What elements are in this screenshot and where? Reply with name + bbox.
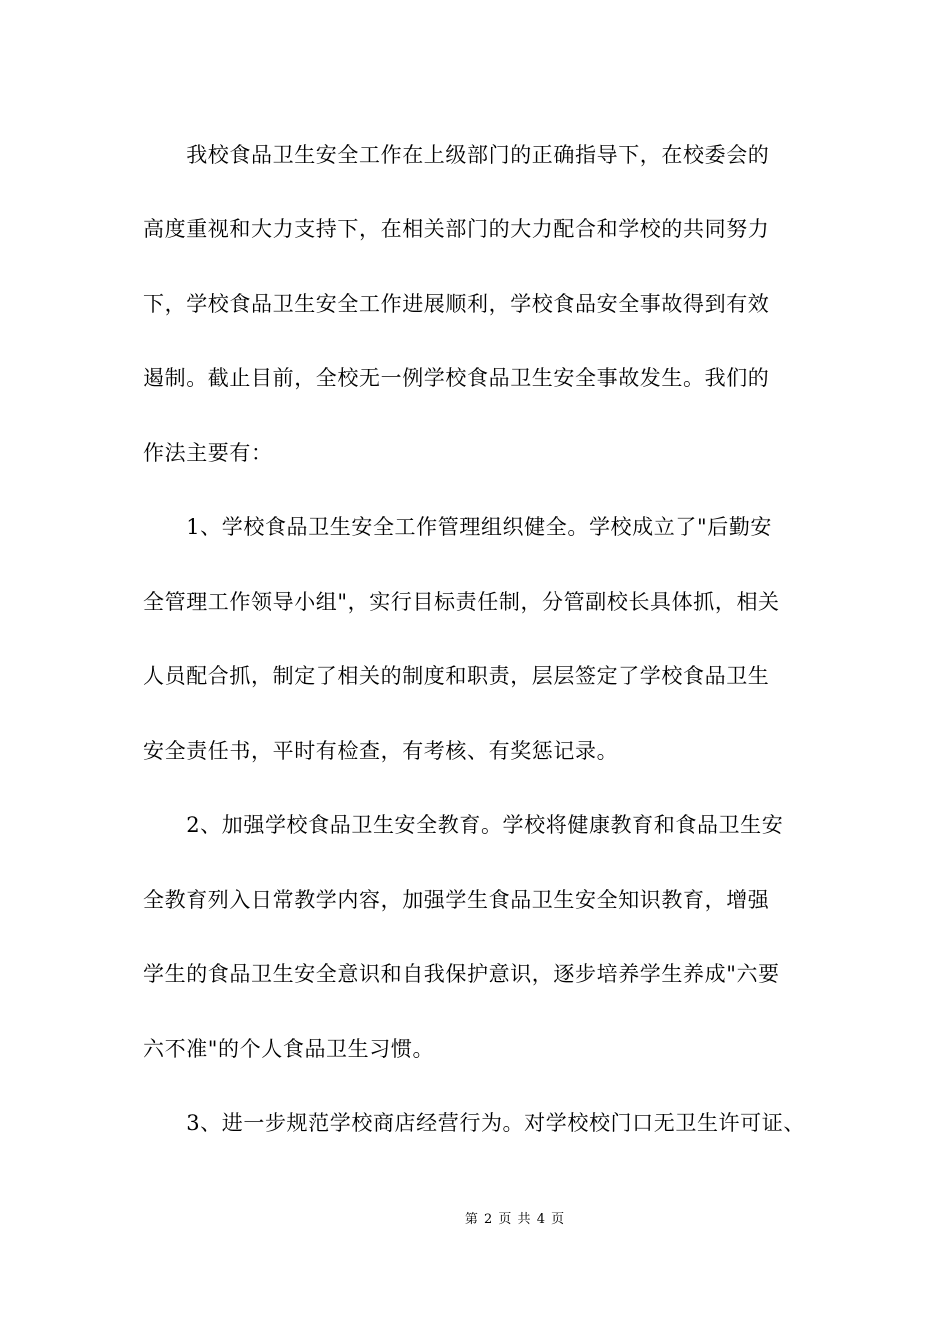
paragraph-line: 2、加强学校食品卫生安全教育。学校将健康教育和食品卫生安	[143, 813, 784, 837]
paragraph-line: 人员配合抓，制定了相关的制度和职责，层层签定了学校食品卫生	[143, 664, 770, 688]
paragraph-line: 学生的食品卫生安全意识和自我保护意识，逐步培养学生养成"六要	[143, 962, 780, 986]
paragraph-line: 高度重视和大力支持下，在相关部门的大力配合和学校的共同努力	[143, 217, 770, 241]
paragraph-line: 我校食品卫生安全工作在上级部门的正确指导下，在校委会的	[143, 143, 770, 167]
page-number: 第 2 页 共 4 页	[464, 1212, 566, 1227]
paragraph-line: 1、学校食品卫生安全工作管理组织健全。学校成立了"后勤安	[143, 515, 773, 539]
paragraph-line: 全教育列入日常教学内容，加强学生食品卫生安全知识教育，增强	[143, 888, 770, 912]
paragraph-line: 遏制。截止目前，全校无一例学校食品卫生安全事故发生。我们的	[143, 366, 770, 390]
paragraph-line: 全管理工作领导小组"，实行目标责任制，分管副校长具体抓，相关	[143, 590, 780, 614]
paragraph-line: 六不准"的个人食品卫生习惯。	[143, 1037, 435, 1061]
page-footer	[0, 1208, 950, 1227]
paragraph-line: 3、进一步规范学校商店经营行为。对学校校门口无卫生许可证、	[143, 1111, 805, 1135]
paragraph-line: 下，学校食品卫生安全工作进展顺利，学校食品安全事故得到有效	[143, 292, 770, 316]
paragraph-line: 作法主要有：	[143, 441, 273, 465]
paragraph-line: 安全责任书，平时有检查，有考核、有奖惩记录。	[143, 739, 619, 763]
